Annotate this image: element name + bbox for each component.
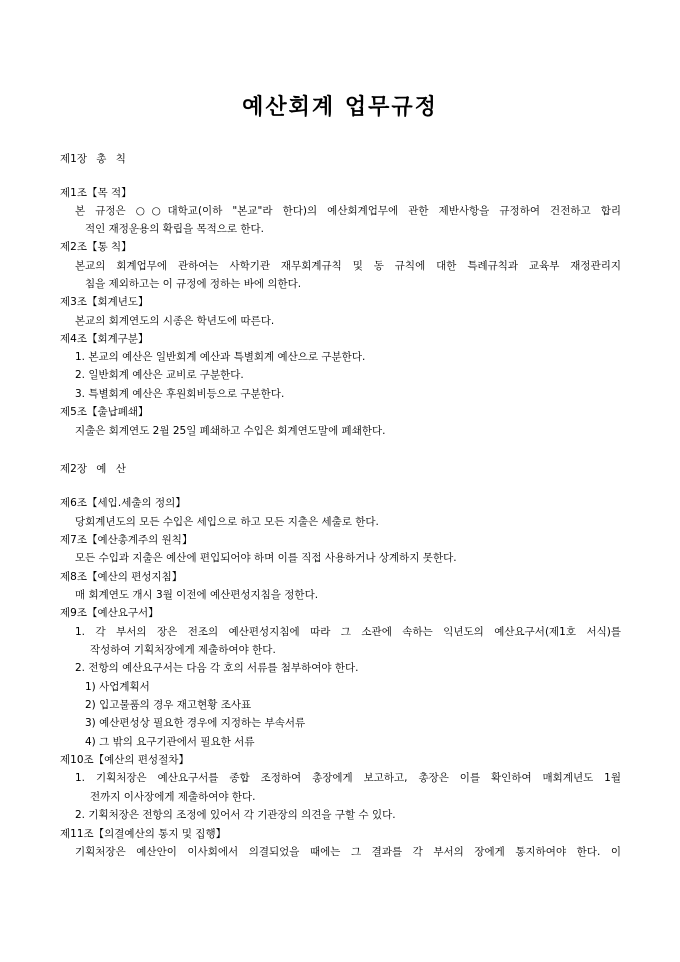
article-heading: 제5조【출납폐쇄】 (60, 406, 149, 418)
article-heading: 제7조【예산총계주의 원칙】 (60, 534, 193, 546)
article-heading: 제6조【세입․세출의 정의】 (60, 497, 186, 509)
body-line: 전까지 이사장에게 제출하여야 한다. (90, 791, 256, 803)
article-heading: 제1조【목 적】 (60, 187, 132, 199)
body-line: 본교의 회계연도의 시종은 학년도에 따른다. (75, 315, 275, 327)
chapter-heading: 제1장 총 칙 (60, 153, 126, 165)
body-line: 1) 사업계획서 (85, 681, 150, 693)
article-heading: 제9조【예산요구서】 (60, 607, 159, 619)
body-line: 적인 재정운용의 확립을 목적으로 한다. (85, 223, 264, 235)
chapter-heading: 제2장 예 산 (60, 463, 126, 475)
article-heading: 제11조【의결예산의 통지 및 집행】 (60, 828, 227, 840)
article-heading: 제2조【통 칙】 (60, 241, 132, 253)
body-line: 1. 기획처장은 예산요구서를 종합 조정하여 총장에게 보고하고, 총장은 이를 확인하여 매회계년도 1월 (75, 772, 621, 784)
body-line: 3) 예산편성상 필요한 경우에 지정하는 부속서류 (85, 717, 306, 729)
body-line: 2. 기획처장은 전항의 조정에 있어서 각 기관장의 의견을 구할 수 있다. (75, 809, 396, 821)
body-line: 작성하여 기획처장에게 제출하여야 한다. (90, 644, 276, 656)
body-line: 매 회계연도 개시 3월 이전에 예산편성지침을 정한다. (75, 589, 319, 601)
body-line: 본 규정은 ○○대학교(이하 "본교"라 한다)의 예산회계업무에 관한 제반사항을 규정하여 건전하고 합리 (75, 205, 621, 217)
body-line: 2) 입고물품의 경우 재고현황 조사표 (85, 699, 252, 711)
article-heading: 제3조【회계년도】 (60, 296, 149, 308)
body-line: 3. 특별회계 예산은 후원회비등으로 구분한다. (75, 388, 285, 400)
body-line: 기획처장은 예산안이 이사회에서 의결되었을 때에는 그 결과를 각 부서의 장에게 통지하여야 한다. 이 (75, 846, 621, 858)
body-line: 본교의 회계업무에 관하여는 사학기관 재무회계규칙 및 동 규칙에 대한 특례규칙과 교육부 재정관리지 (75, 260, 621, 272)
body-line: 1. 본교의 예산은 일반회계 예산과 특별회계 예산으로 구분한다. (75, 351, 366, 363)
body-line: 2. 전항의 예산요구서는 다음 각 호의 서류를 첨부하여야 한다. (75, 662, 359, 674)
article-heading: 제4조【회계구분】 (60, 333, 149, 345)
document-title: 예산회계 업무규정 (242, 95, 438, 120)
article-heading: 제8조【예산의 편성지침】 (60, 571, 183, 583)
body-line: 당회계년도의 모든 수입은 세입으로 하고 모든 지출은 세출로 한다. (75, 516, 379, 528)
article-heading: 제10조【예산의 편성절차】 (60, 754, 189, 766)
body-line: 4) 그 밖의 요구기관에서 필요한 서류 (85, 736, 255, 748)
body-line: 1. 각 부서의 장은 전조의 예산편성지침에 따라 그 소관에 속하는 익년도의 예산요구서(제1호 서식)를 (75, 626, 621, 638)
body-line: 침을 제외하고는 이 규정에 정하는 바에 의한다. (85, 278, 302, 290)
body-line: 모든 수입과 지출은 예산에 편입되어야 하며 이를 직접 사용하거나 상계하지 못한다. (75, 552, 457, 564)
body-line: 2. 일반회계 예산은 교비로 구분한다. (75, 369, 244, 381)
body-line: 지출은 회계연도 2월 25일 폐쇄하고 수입은 회계연도말에 폐쇄한다. (75, 425, 386, 437)
